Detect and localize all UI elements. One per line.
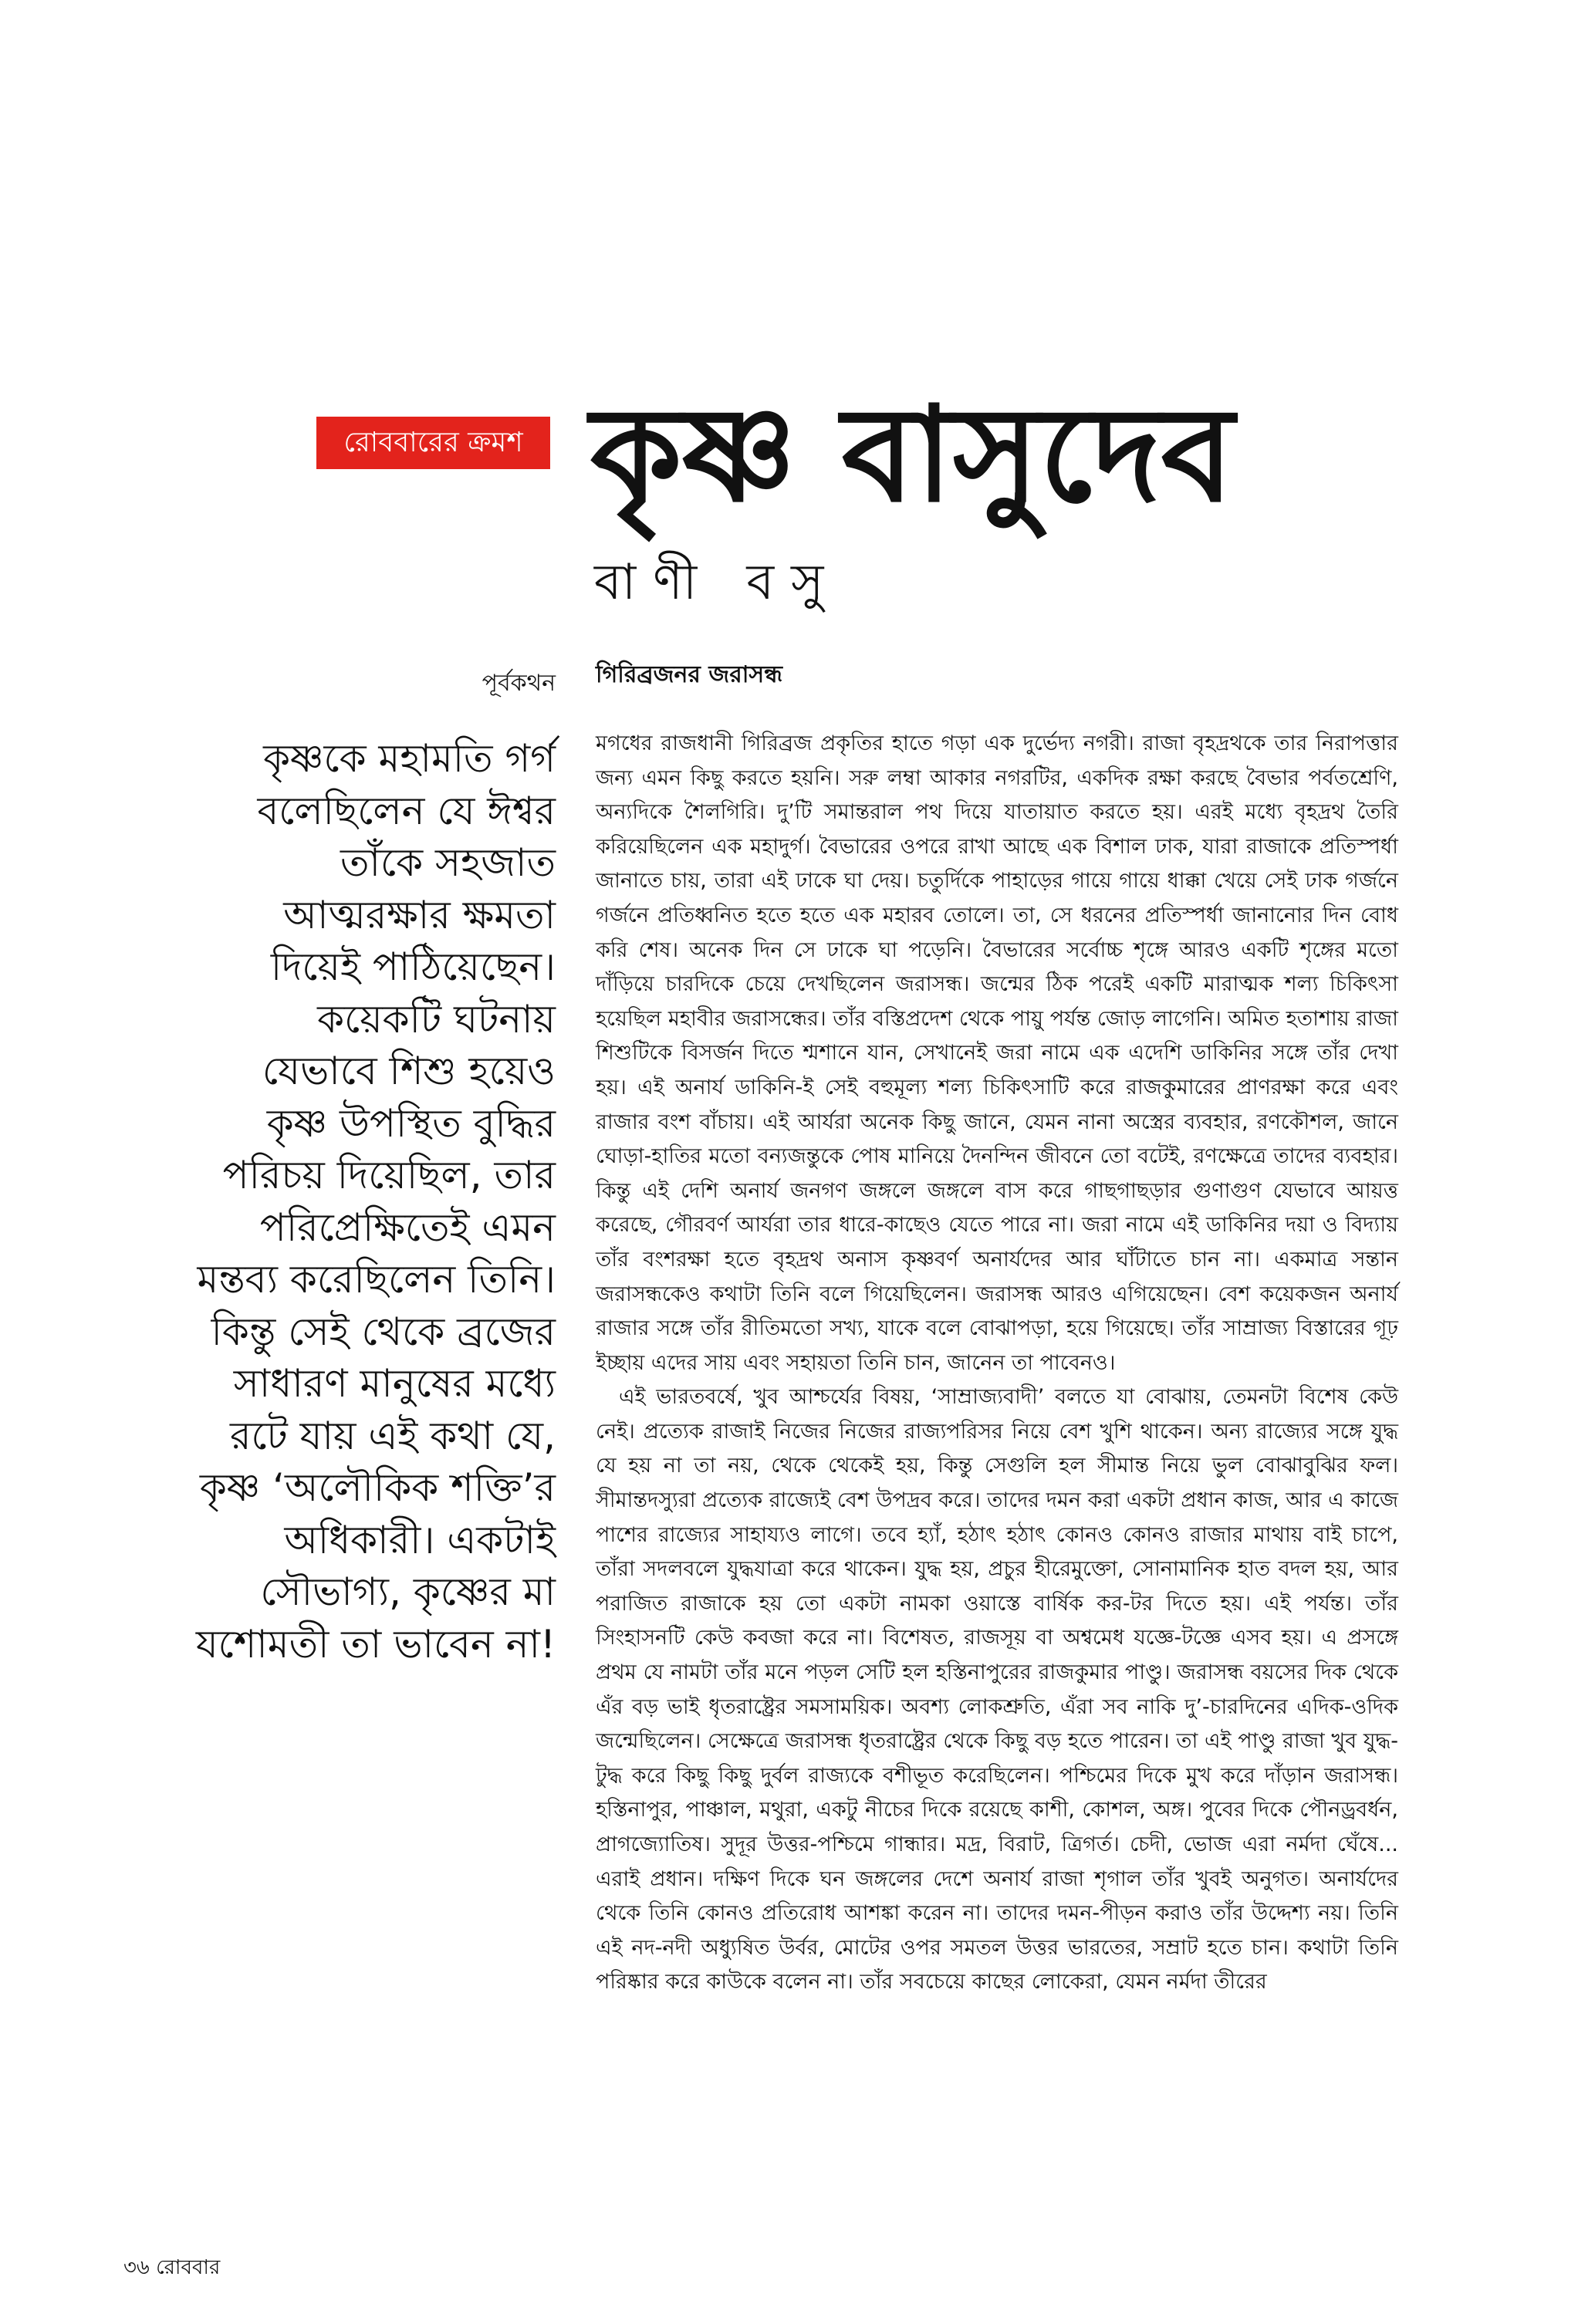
prologue-line: কৃষ্ণ উপস্থিত বুদ্ধির xyxy=(266,1100,556,1146)
author-byline: বাণী বসু xyxy=(594,554,841,611)
prologue-line: পরিচয় দিয়েছিল, তার xyxy=(222,1153,556,1197)
prologue-line: মন্তব্য করেছিলেন তিনি। xyxy=(197,1257,556,1302)
prologue-line: কিন্তু সেই থেকে ব্রজের xyxy=(211,1309,556,1354)
body-paragraph: মগধের রাজধানী গিরিব্রজ প্রকৃতির হাতে গড়া এক দুর্ভেদ্য নগরী। রাজা বৃহদ্রথকে তার নিরাপত্তার জন্য এমন কিছু করতে হয়নি। সরু লম্বা আকার নগরটির, একদিক রক্ষা করছে বৈভার পর্বতশ্রেণি, অন্যদিকে শৈলগিরি। দু’টি সমান্তরাল পথ দিয়ে যাতায়াত করতে হয়। এরই মধ্যে বৃহদ্রথ তৈরি করিয়েছিলেন এক মহাদুর্গ। বৈভারের ওপরে রাখা আছে এক বিশাল ঢাক, যারা রাজাকে প্রতিস্পর্ধা জানাতে চায়, তারা এই ঢাকে ঘা দেয়। চতুর্দিকে পাহাড়ের গায়ে গায়ে ধাক্কা খেয়ে সেই ঢাক গর্জনে গর্জনে প্রতিধ্বনিত হতে হতে এক মহারব তোলে। তা, সে ধরনের প্রতিস্পর্ধা জানানোর দিন বোধ করি শেষ। অনেক দিন সে ঢাকে ঘা পড়েনি। বৈভারের সর্বোচ্চ শৃঙ্গে আরও একটি শৃঙ্গের মতো দাঁড়িয়ে চারদিকে চেয়ে দেখছিলেন জরাসন্ধ। জন্মের ঠিক পরেই একটি মারাত্মক শল্য চিকিৎসা হয়েছিল মহাবীর জরাসন্ধের। তাঁর বস্তিপ্রদেশ থেকে পায়ু পর্যন্ত জোড় লাগেনি। অমিত হতাশায় রাজা শিশুটিকে বিসর্জন দিতে শ্মশানে যান, সেখানেই জরা নামে এক এদেশি ডাকিনির সঙ্গে তাঁর দেখা হয়। এই অনার্য ডাকিনি-ই সেই বহুমূল্য শল্য চিকিৎসাটি করে রাজকুমারের প্রাণরক্ষা করে এবং রাজার বংশ বাঁচায়। এই আর্যরা অনেক কিছু জানে, যেমন নানা অস্ত্রের ব্যবহার, রণকৌশল, জানে ঘোড়া-হাতির মতো বন্যজন্তুকে পোষ মানিয়ে দৈনন্দিন জীবনে তো বটেই, রণক্ষেত্রে তাদের ব্যবহার। কিন্তু এই দেশি অনার্য জনগণ জঙ্গলে জঙ্গলে বাস করে গাছগাছড়ার গুণাগুণ যেভাবে আয়ত্ত করেছে, গৌরবর্ণ আর্যরা তার ধারে-কাছেও যেতে পারে না। জরা নামে এই ডাকিনির দয়া ও বিদ্যায় তাঁর বংশরক্ষা হতে বৃহদ্রথ অনাস কৃষ্ণবর্ণ অনার্যদের আর ঘাঁটাতে চান না। একমাত্র সন্তান জরাসন্ধকেও কথাটা তিনি বলে গিয়েছিলেন। জরাসন্ধ আরও এগিয়েছেন। বেশ কয়েকজন অনার্য রাজার সঙ্গে তাঁর রীতিমতো সখ্য, যাকে বলে বোঝাপড়া, হয়ে গিয়েছে। তাঁর সাম্রাজ্য বিস্তারের গূঢ় ইচ্ছায় এদের সায় এবং সহায়তা তিনি চান, জানেন তা পাবেনও। xyxy=(596,731,1398,1375)
prologue-line: সাধারণ মানুষের মধ্যে xyxy=(233,1361,556,1406)
prologue-summary xyxy=(123,733,556,1670)
prologue-line: দিয়েই পাঠিয়েছেন। xyxy=(270,944,556,989)
prologue-label: পূর্বকথন xyxy=(482,670,556,697)
article-title: কৃষ্ণ বাসুদেব xyxy=(590,379,1235,532)
prologue-line: কৃষ্ণ ‘অলৌকিক শক্তি’র xyxy=(199,1465,556,1510)
prologue-line: রটে যায় এই কথা যে, xyxy=(229,1413,556,1458)
prologue-line: যেভাবে শিশু হয়েও xyxy=(262,1049,556,1093)
section-subhead: গিরিব্রজনর জরাসন্ধ xyxy=(596,661,782,688)
prologue-line: আত্মরক্ষার ক্ষমতা xyxy=(283,892,556,937)
prologue-line: অধিকারী। একটাই xyxy=(284,1517,556,1562)
prologue-line: পরিপ্রেক্ষিতেই এমন xyxy=(259,1204,556,1250)
prologue-line: তাঁকে সহজাত xyxy=(340,840,556,885)
article-body xyxy=(596,727,1398,2000)
series-tag: রোববারের ক্রমশ xyxy=(316,417,550,469)
prologue-line: বলেছিলেন যে ঈশ্বর xyxy=(257,788,556,833)
prologue-line: কৃষ্ণকে মহামতি গর্গ xyxy=(263,736,556,781)
prologue-line: কয়েকটি ঘটনায় xyxy=(317,996,556,1042)
prologue-line: যশোমতী তা ভাবেন না! xyxy=(195,1621,556,1667)
prologue-line: সৌভাগ্য, কৃষ্ণের মা xyxy=(260,1569,556,1614)
body-paragraph: এই ভারতবর্ষে, খুব আশ্চর্যের বিষয়, ‘সাম্রাজ্যবাদী’ বলতে যা বোঝায়, তেমনটা বিশেষ কেউ নেই। প্রত্যেক রাজাই নিজের নিজের রাজ্যপরিসর নিয়ে বেশ খুশি থাকেন। অন্য রাজ্যের সঙ্গে যুদ্ধ যে হয় না তা নয়, থেকে থেকেই হয়, কিন্তু সেগুলি হল সীমান্ত নিয়ে ভুল বোঝাবুঝির ফল। সীমান্তদস্যুরা প্রত্যেক রাজ্যেই বেশ উপদ্রব করে। তাদের দমন করা একটা প্রধান কাজ, আর এ কাজে পাশের রাজ্যের সাহায্যও লাগে। তবে হ্যাঁ, হঠাৎ হঠাৎ কোনও কোনও রাজার মাথায় বাই চাপে, তাঁরা সদলবলে যুদ্ধযাত্রা করে থাকেন। যুদ্ধ হয়, প্রচুর হীরেমুক্তো, সোনামানিক হাত বদল হয়, আর পরাজিত রাজাকে হয় তো একটা নামকা ওয়াস্তে বার্ষিক কর-টর দিতে হয়। এই পর্যন্ত। তাঁর সিংহাসনটি কেউ কবজা করে না। বিশেষত, রাজসূয় বা অশ্বমেধ যজ্ঞে-টজ্ঞে এসব হয়। এ প্রসঙ্গে প্রথম যে নামটা তাঁর মনে পড়ল সেটি হল হস্তিনাপুরের রাজকুমার পাণ্ডু। জরাসন্ধ বয়সের দিক থেকে এঁর বড় ভাই ধৃতরাষ্ট্রের সমসাময়িক। অবশ্য লোকশ্রুতি, এঁরা সব নাকি দু’-চারদিনের এদিক-ওদিক জন্মেছিলেন। সেক্ষেত্রে জরাসন্ধ ধৃতরাষ্ট্রের থেকে কিছু বড় হতে পারেন। তা এই পাণ্ডু রাজা খুব যুদ্ধ-টুদ্ধ করে কিছু কিছু দুর্বল রাজ্যকে বশীভূত করেছিলেন। পশ্চিমের দিকে মুখ করে দাঁড়ান জরাসন্ধ। হস্তিনাপুর, পাঞ্চাল, মথুরা, একটু নীচের দিকে রয়েছে কাশী, কোশল, অঙ্গ। পুবের দিকে পৌনড্রবর্ধন, প্রাগজ্যোতিষ। সুদূর উত্তর-পশ্চিমে গান্ধার। মদ্র, বিরাট, ত্রিগর্ত। চেদী, ভোজ এরা নর্মদা ঘেঁষে... এরাই প্রধান। দক্ষিণ দিকে ঘন জঙ্গলের দেশে অনার্য রাজা শৃগাল তাঁর খুবই অনুগত। অনার্যদের থেকে তিনি কোনও প্রতিরোধ আশঙ্কা করেন না। তাদের দমন-পীড়ন করাও তাঁর উদ্দেশ্য নয়। তিনি এই নদ-নদী অধ্যুষিত উর্বর, মোটের ওপর সমতল উত্তর ভারতের, সম্রাট হতে চান। কথাটা তিনি পরিষ্কার করে কাউকে বলেন না। তাঁর সবচেয়ে কাছের লোকেরা, যেমন নর্মদা তীরের xyxy=(596,1385,1398,1995)
page-folio: ৩৬ রোববার xyxy=(123,2256,221,2279)
